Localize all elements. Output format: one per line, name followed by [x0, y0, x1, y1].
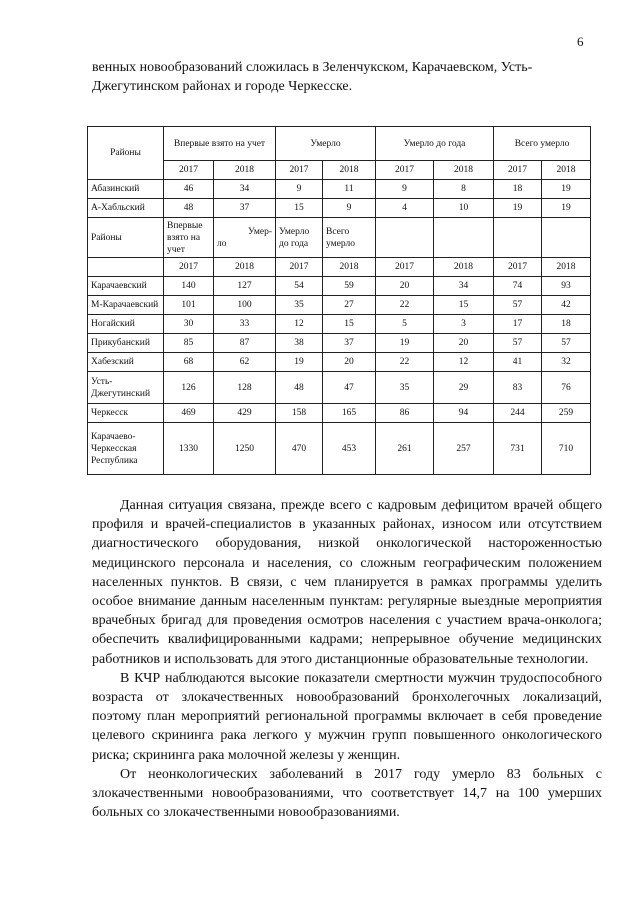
value-cell: 9: [323, 199, 376, 218]
value-cell: 74: [494, 277, 542, 296]
table-row: [88, 353, 591, 372]
value-cell: 165: [323, 404, 376, 423]
value-cell: 46: [164, 180, 214, 199]
table-row: [88, 296, 591, 315]
value-cell: 453: [323, 423, 376, 475]
value-cell: 19: [376, 334, 434, 353]
empty-cell: [376, 218, 434, 258]
district-name: Абазинский: [88, 180, 164, 199]
value-cell: 27: [323, 296, 376, 315]
value-cell: 42: [542, 296, 591, 315]
district-name: Усть-Джегутинский: [88, 372, 164, 404]
value-cell: 469: [164, 404, 214, 423]
value-cell: 93: [542, 277, 591, 296]
value-cell: 9: [376, 180, 434, 199]
value-cell: 1250: [214, 423, 276, 475]
value-cell: 15: [434, 296, 494, 315]
district-name: М-Карачаевский: [88, 296, 164, 315]
header-died: Умерло: [276, 127, 376, 161]
district-name: Карачаево-Черкесская Республика: [88, 423, 164, 475]
subheader-died-part2: ло: [217, 238, 227, 249]
value-cell: 158: [276, 404, 323, 423]
year-cell: 2018: [323, 161, 376, 180]
value-cell: 429: [214, 404, 276, 423]
value-cell: 20: [376, 277, 434, 296]
header-districts: Районы: [88, 127, 164, 180]
year-cell: 2017: [494, 258, 542, 277]
value-cell: 37: [323, 334, 376, 353]
value-cell: 85: [164, 334, 214, 353]
value-cell: 3: [434, 315, 494, 334]
value-cell: 62: [214, 353, 276, 372]
year-cell: 2017: [376, 258, 434, 277]
value-cell: 48: [276, 372, 323, 404]
year-cell: 2018: [214, 258, 276, 277]
value-cell: 128: [214, 372, 276, 404]
year-cell: 2018: [542, 258, 591, 277]
subheader-died-part1: Умер-: [247, 226, 272, 237]
district-name: Карачаевский: [88, 277, 164, 296]
value-cell: 11: [323, 180, 376, 199]
empty-cell: [88, 258, 164, 277]
district-name: Ногайский: [88, 315, 164, 334]
value-cell: 76: [542, 372, 591, 404]
value-cell: 8: [434, 180, 494, 199]
value-cell: 17: [494, 315, 542, 334]
value-cell: 34: [434, 277, 494, 296]
value-cell: 83: [494, 372, 542, 404]
intro-text: [92, 58, 602, 96]
value-cell: 15: [323, 315, 376, 334]
year-cell: 2018: [434, 161, 494, 180]
value-cell: 140: [164, 277, 214, 296]
value-cell: 35: [276, 296, 323, 315]
value-cell: 20: [434, 334, 494, 353]
value-cell: 10: [434, 199, 494, 218]
year-cell: 2017: [276, 161, 323, 180]
value-cell: 126: [164, 372, 214, 404]
value-cell: 9: [276, 180, 323, 199]
value-cell: 12: [434, 353, 494, 372]
value-cell: 47: [323, 372, 376, 404]
value-cell: 68: [164, 353, 214, 372]
value-cell: 101: [164, 296, 214, 315]
value-cell: 1330: [164, 423, 214, 475]
value-cell: 244: [494, 404, 542, 423]
subheader-total-died: Всего умерло: [323, 218, 376, 258]
value-cell: 19: [542, 199, 591, 218]
value-cell: 5: [376, 315, 434, 334]
intro-line: Джегутинском районах и городе Черкесске.: [92, 79, 353, 94]
district-name: Хабезский: [88, 353, 164, 372]
table-row: [88, 277, 591, 296]
value-cell: 41: [494, 353, 542, 372]
value-cell: 35: [376, 372, 434, 404]
value-cell: 33: [214, 315, 276, 334]
value-cell: 48: [164, 199, 214, 218]
value-cell: 57: [494, 296, 542, 315]
page-number: 6: [577, 34, 584, 49]
value-cell: 87: [214, 334, 276, 353]
table-row: [88, 423, 591, 475]
value-cell: 38: [276, 334, 323, 353]
value-cell: 12: [276, 315, 323, 334]
table-row: [88, 315, 591, 334]
paragraph: От неонкологических заболеваний в 2017 году умерло 83 больных с злокачественными новообразованиями, что соответствует 14,7 на 100 умерших больных со злокачественными новообразованиями.: [92, 766, 602, 821]
paragraph: Данная ситуация связана, прежде всего с кадровым дефицитом врачей общего профиля и врачей-специалистов в указанных районах, износом или отсутствием диагностического оборудования, низкой онкологической настороженностью медицинского персонала и населения, со сложным географическим положением населенных пунктов. В связи, с чем планируется в рамках программы уделить особое внимание данным населенным пунктам: регулярные выездные мероприятия врачебных бригад для проведения осмотров населения с участием врача-онколога; обеспечить квалифицированными кадрами; непрерывное обучение медицинских работников и использовать для этого дистанционные образовательные технологии.: [92, 498, 602, 667]
value-cell: 4: [376, 199, 434, 218]
empty-cell: [434, 218, 494, 258]
value-cell: 470: [276, 423, 323, 475]
value-cell: 19: [276, 353, 323, 372]
value-cell: 19: [542, 180, 591, 199]
value-cell: 18: [494, 180, 542, 199]
value-cell: 257: [434, 423, 494, 475]
year-cell: 2018: [323, 258, 376, 277]
value-cell: 15: [276, 199, 323, 218]
value-cell: 94: [434, 404, 494, 423]
table-row: [88, 372, 591, 404]
value-cell: 22: [376, 353, 434, 372]
value-cell: 710: [542, 423, 591, 475]
value-cell: 261: [376, 423, 434, 475]
district-name: А-Хабльский: [88, 199, 164, 218]
year-cell: 2017: [376, 161, 434, 180]
table-row: [88, 199, 591, 218]
value-cell: 731: [494, 423, 542, 475]
value-cell: 29: [434, 372, 494, 404]
value-cell: 32: [542, 353, 591, 372]
year-cell: 2017: [276, 258, 323, 277]
year-cell: 2017: [164, 161, 214, 180]
year-cell: 2017: [164, 258, 214, 277]
table-subheader-row: [88, 218, 591, 258]
header-first-registered: Впервые взято на учет: [164, 127, 276, 161]
value-cell: 127: [214, 277, 276, 296]
table-year-row: [88, 161, 591, 180]
value-cell: 59: [323, 277, 376, 296]
table-row: [88, 334, 591, 353]
value-cell: 259: [542, 404, 591, 423]
value-cell: 19: [494, 199, 542, 218]
empty-cell: [494, 218, 542, 258]
value-cell: 57: [542, 334, 591, 353]
table-year-row: [88, 258, 591, 277]
value-cell: 100: [214, 296, 276, 315]
value-cell: 18: [542, 315, 591, 334]
subheader-districts: Районы: [88, 218, 164, 258]
paragraph: В КЧР наблюдаются высокие показатели смертности мужчин трудоспособного возраста от злокачественных новообразований бронхолегочных локализаций, поэтому план мероприятий региональной программы включает в себя проведение целевого скрининга рака легкого у мужчин групп повышенного онкологического риска; скрининга рака молочной железы у женщин.: [92, 670, 602, 763]
year-cell: 2018: [214, 161, 276, 180]
value-cell: 22: [376, 296, 434, 315]
year-cell: 2018: [434, 258, 494, 277]
district-name: Черкесск: [88, 404, 164, 423]
table-row: [88, 404, 591, 423]
table-header-row: [88, 127, 591, 161]
body-text: [92, 496, 602, 822]
empty-cell: [542, 218, 591, 258]
value-cell: 20: [323, 353, 376, 372]
district-name: Прикубанский: [88, 334, 164, 353]
value-cell: 86: [376, 404, 434, 423]
table-row: [88, 180, 591, 199]
year-cell: 2018: [542, 161, 591, 180]
intro-line: венных новообразований сложилась в Зеленчукском, Карачаевском, Усть-: [92, 60, 533, 75]
value-cell: 37: [214, 199, 276, 218]
value-cell: 34: [214, 180, 276, 199]
subheader-died: [214, 218, 276, 258]
header-total-died: Всего умерло: [494, 127, 591, 161]
value-cell: 30: [164, 315, 214, 334]
value-cell: 57: [494, 334, 542, 353]
value-cell: 54: [276, 277, 323, 296]
subheader-first-registered: Впервые взято на учет: [164, 218, 214, 258]
subheader-died-within-year: Умерло до года: [276, 218, 323, 258]
year-cell: 2017: [494, 161, 542, 180]
statistics-table: [87, 126, 591, 475]
header-died-within-year: Умерло до года: [376, 127, 494, 161]
